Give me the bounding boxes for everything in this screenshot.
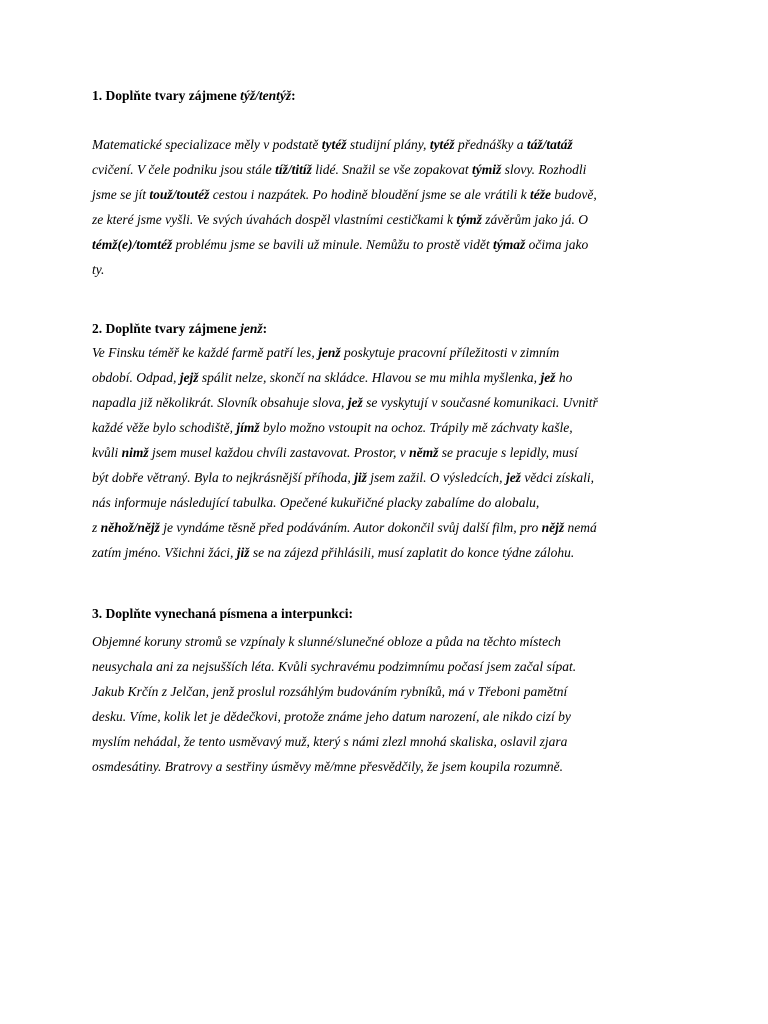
text-line: [92, 232, 597, 257]
text-line: [92, 207, 597, 232]
text-run: závěrům jako já. O: [481, 212, 588, 227]
text-line: [92, 729, 576, 754]
text-line: [92, 754, 576, 779]
text-run: cvičení. V čele podniku jsou stále: [92, 162, 276, 177]
text-line: [92, 465, 598, 490]
text-run: Jakub Krčín z Jelčan, jenž proslul rozsáhlým budováním rybníků, má v Třeboni pamětní: [92, 684, 568, 699]
emphasized-word: jejž: [179, 370, 199, 385]
emphasized-word: nimž: [121, 445, 149, 460]
text-run: Objemné koruny stromů se vzpínaly k slunné/slunečné obloze a půda na těchto místech: [92, 634, 561, 649]
text-run: přednášky a: [454, 137, 527, 152]
text-line: [92, 654, 576, 679]
text-run: jsme se jít: [92, 187, 150, 202]
text-run: slovy. Rozhodli: [501, 162, 587, 177]
text-run: cestou i nazpátek. Po hodině bloudění jsme se ale vrátili k: [209, 187, 530, 202]
text-run: napadla již několikrát. Slovník obsahuje slova,: [92, 395, 348, 410]
emphasized-word: touž/toutéž: [149, 187, 210, 202]
text-run: :: [291, 88, 296, 103]
text-line: [92, 415, 598, 440]
text-line: [92, 679, 576, 704]
emphasized-word: nějž: [541, 520, 565, 535]
text-line: [92, 340, 598, 365]
text-run: jsem zažil. O výsledcích,: [366, 470, 506, 485]
emphasized-word: již: [236, 545, 250, 560]
emphasized-word: již: [354, 470, 367, 485]
exercise-2-text: [92, 340, 598, 565]
text-run: lidé. Snažil se vše zopakovat: [311, 162, 472, 177]
text-run: ty.: [92, 262, 105, 277]
text-line: [92, 704, 576, 729]
text-run: 2. Doplňte tvary zájmene: [92, 321, 241, 336]
exercise-2: [92, 319, 598, 565]
text-line: [92, 390, 598, 415]
italic-term: jenž: [240, 321, 263, 336]
text-run: budově,: [550, 187, 597, 202]
text-run: být dobře větraný. Byla to nejkrásnější příhoda,: [92, 470, 355, 485]
exercise-3-heading: [92, 604, 576, 623]
exercise-1: [92, 86, 597, 282]
text-line: [92, 257, 597, 282]
text-run: je vyndáme těsně před podáváním. Autor dokončil svůj další film, pro: [159, 520, 542, 535]
emphasized-word: tytéž: [321, 137, 347, 152]
text-run: myslím nehádal, že tento usměvavý muž, který s námi zlezl mnohá skaliska, oslavil zjara: [92, 734, 568, 749]
text-run: se na zájezd přihlásili, musí zaplatit do konce týdne zálohu.: [249, 545, 575, 560]
text-line: [92, 540, 598, 565]
text-run: jsem musel každou chvíli zastavovat. Prostor, v: [148, 445, 410, 460]
emphasized-word: téže: [529, 187, 551, 202]
emphasized-word: týmiž: [471, 162, 502, 177]
text-run: každé věže bylo schodiště,: [92, 420, 237, 435]
text-run: neusychala ani za nejsušších léta. Kvůli sychravému podzimnímu počasí jsem začal sípat.: [92, 659, 577, 674]
text-run: kvůli: [92, 445, 122, 460]
text-run: 3. Doplňte vynechaná písmena a interpunkci:: [92, 606, 354, 621]
emphasized-word: němž: [409, 445, 439, 460]
text-run: poskytuje pracovní příležitosti v zimním: [340, 345, 560, 360]
text-line: [92, 157, 597, 182]
text-line: [92, 365, 598, 390]
italic-term: týž/tentýž: [240, 88, 292, 103]
text-line: [92, 515, 598, 540]
text-run: ze které jsme vyšli. Ve svých úvahách dospěl vlastními cestičkami k: [92, 212, 457, 227]
text-run: zatím jméno. Všichni žáci,: [92, 545, 237, 560]
text-run: se vyskytují v současné komunikaci. Uvnitř: [362, 395, 598, 410]
text-run: :: [262, 321, 268, 336]
exercise-3-text: [92, 629, 576, 779]
exercise-1-text: [92, 132, 597, 282]
text-line: [92, 132, 597, 157]
text-line: [92, 629, 576, 654]
exercise-2-heading: [92, 319, 598, 338]
text-run: nás informuje následující tabulka. Opečené kukuřičné placky zabalíme do alobalu,: [92, 495, 540, 510]
text-run: z: [92, 520, 101, 535]
emphasized-word: něhož/nějž: [100, 520, 160, 535]
emphasized-word: jenž: [318, 345, 341, 360]
emphasized-word: tíž/titíž: [275, 162, 312, 177]
text-run: se pracuje s lepidly, musí: [438, 445, 578, 460]
emphasized-word: týmž: [456, 212, 482, 227]
text-run: desku. Víme, kolik let je dědečkovi, protože známe jeho datum narození, ale nikdo cizí by: [92, 709, 571, 724]
emphasized-word: tytéž: [429, 137, 455, 152]
text-line: [92, 440, 598, 465]
text-run: ho: [555, 370, 573, 385]
emphasized-word: jímž: [236, 420, 260, 435]
text-line: [92, 182, 597, 207]
text-run: bylo možno vstoupit na ochoz. Trápily mě záchvaty kašle,: [259, 420, 573, 435]
text-run: nemá: [564, 520, 597, 535]
text-run: vědci získali,: [520, 470, 595, 485]
text-run: spálit nelze, skončí na skládce. Hlavou se mu mihla myšlenka,: [198, 370, 541, 385]
text-run: studijní plány,: [346, 137, 430, 152]
text-run: osmdesátiny. Bratrovy a sestřiny úsměvy mě/mne přesvědčily, že jsem koupila rozumně.: [92, 759, 564, 774]
emphasized-word: jež: [505, 470, 521, 485]
text-run: Matematické specializace měly v podstatě: [92, 137, 322, 152]
text-run: období. Odpad,: [92, 370, 180, 385]
emphasized-word: jež: [347, 395, 363, 410]
emphasized-word: týmaž: [492, 237, 526, 252]
text-run: problému jsme se bavili už minule. Nemůžu to prostě vidět: [172, 237, 493, 252]
emphasized-word: jež: [540, 370, 556, 385]
text-run: 1. Doplňte tvary zájmene: [92, 88, 241, 103]
exercise-3: [92, 604, 576, 779]
text-run: Ve Finsku téměř ke každé farmě patří les,: [92, 345, 319, 360]
text-run: očima jako: [525, 237, 589, 252]
text-line: [92, 490, 598, 515]
exercise-1-heading: [92, 86, 597, 105]
emphasized-word: táž/tatáž: [526, 137, 573, 152]
emphasized-word: témž(e)/tomtéž: [92, 237, 173, 252]
